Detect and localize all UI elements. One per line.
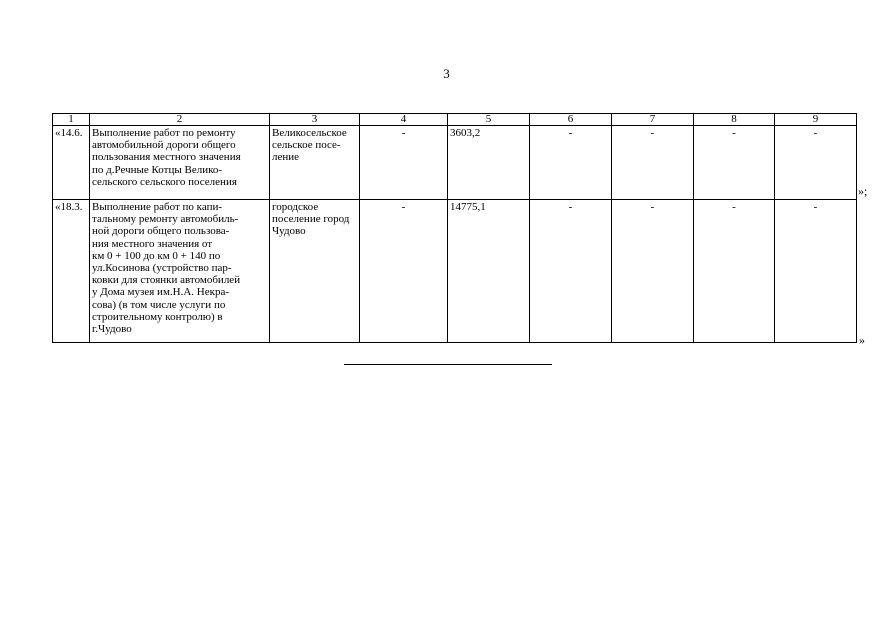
value-cell: - (360, 126, 448, 200)
value-cell: - (775, 126, 857, 200)
value-cell: - (775, 200, 857, 343)
settlement-name: городское поселение город Чудово (270, 200, 360, 343)
column-header: 2 (90, 114, 270, 126)
column-header: 9 (775, 114, 857, 126)
value-cell: - (612, 200, 694, 343)
column-header: 1 (53, 114, 90, 126)
amount-cell: 3603,2 (448, 126, 530, 200)
closing-quote: » (859, 333, 865, 347)
value-cell: - (694, 200, 775, 343)
row-number: «18.3. (53, 200, 90, 343)
amount-cell: 14775,1 (448, 200, 530, 343)
column-header: 8 (694, 114, 775, 126)
budget-table (52, 113, 857, 343)
column-header: 4 (360, 114, 448, 126)
column-header: 6 (530, 114, 612, 126)
row-number: «14.6. (53, 126, 90, 200)
table-row (53, 126, 857, 200)
table-row (53, 200, 857, 343)
value-cell: - (530, 126, 612, 200)
settlement-name: Великосельское сельское посе- ление (270, 126, 360, 200)
work-description: Выполнение работ по капи- тальному ремонту автомобиль- ной дороги общего пользова- ния местного значения от км 0 + 100 до км 0 + 140 по ул.Косинова (устройство пар- ковки для стоянки автомобилей у Дома музея им.Н.А. Некра- сова) (в том числе услуги по строительному контролю) в г.Чудово (90, 200, 270, 343)
work-description: Выполнение работ по ремонту автомобильной дороги общего пользования местного значения по д.Речные Котцы Велико- сельского сельского поселения (90, 126, 270, 200)
closing-quote: »; (858, 184, 868, 198)
end-divider-line (344, 364, 552, 365)
column-header: 7 (612, 114, 694, 126)
value-cell: - (360, 200, 448, 343)
page-number: 3 (443, 66, 450, 81)
value-cell: - (694, 126, 775, 200)
value-cell: - (530, 200, 612, 343)
column-header: 3 (270, 114, 360, 126)
table-header-row (53, 114, 857, 126)
value-cell: - (612, 126, 694, 200)
column-header: 5 (448, 114, 530, 126)
